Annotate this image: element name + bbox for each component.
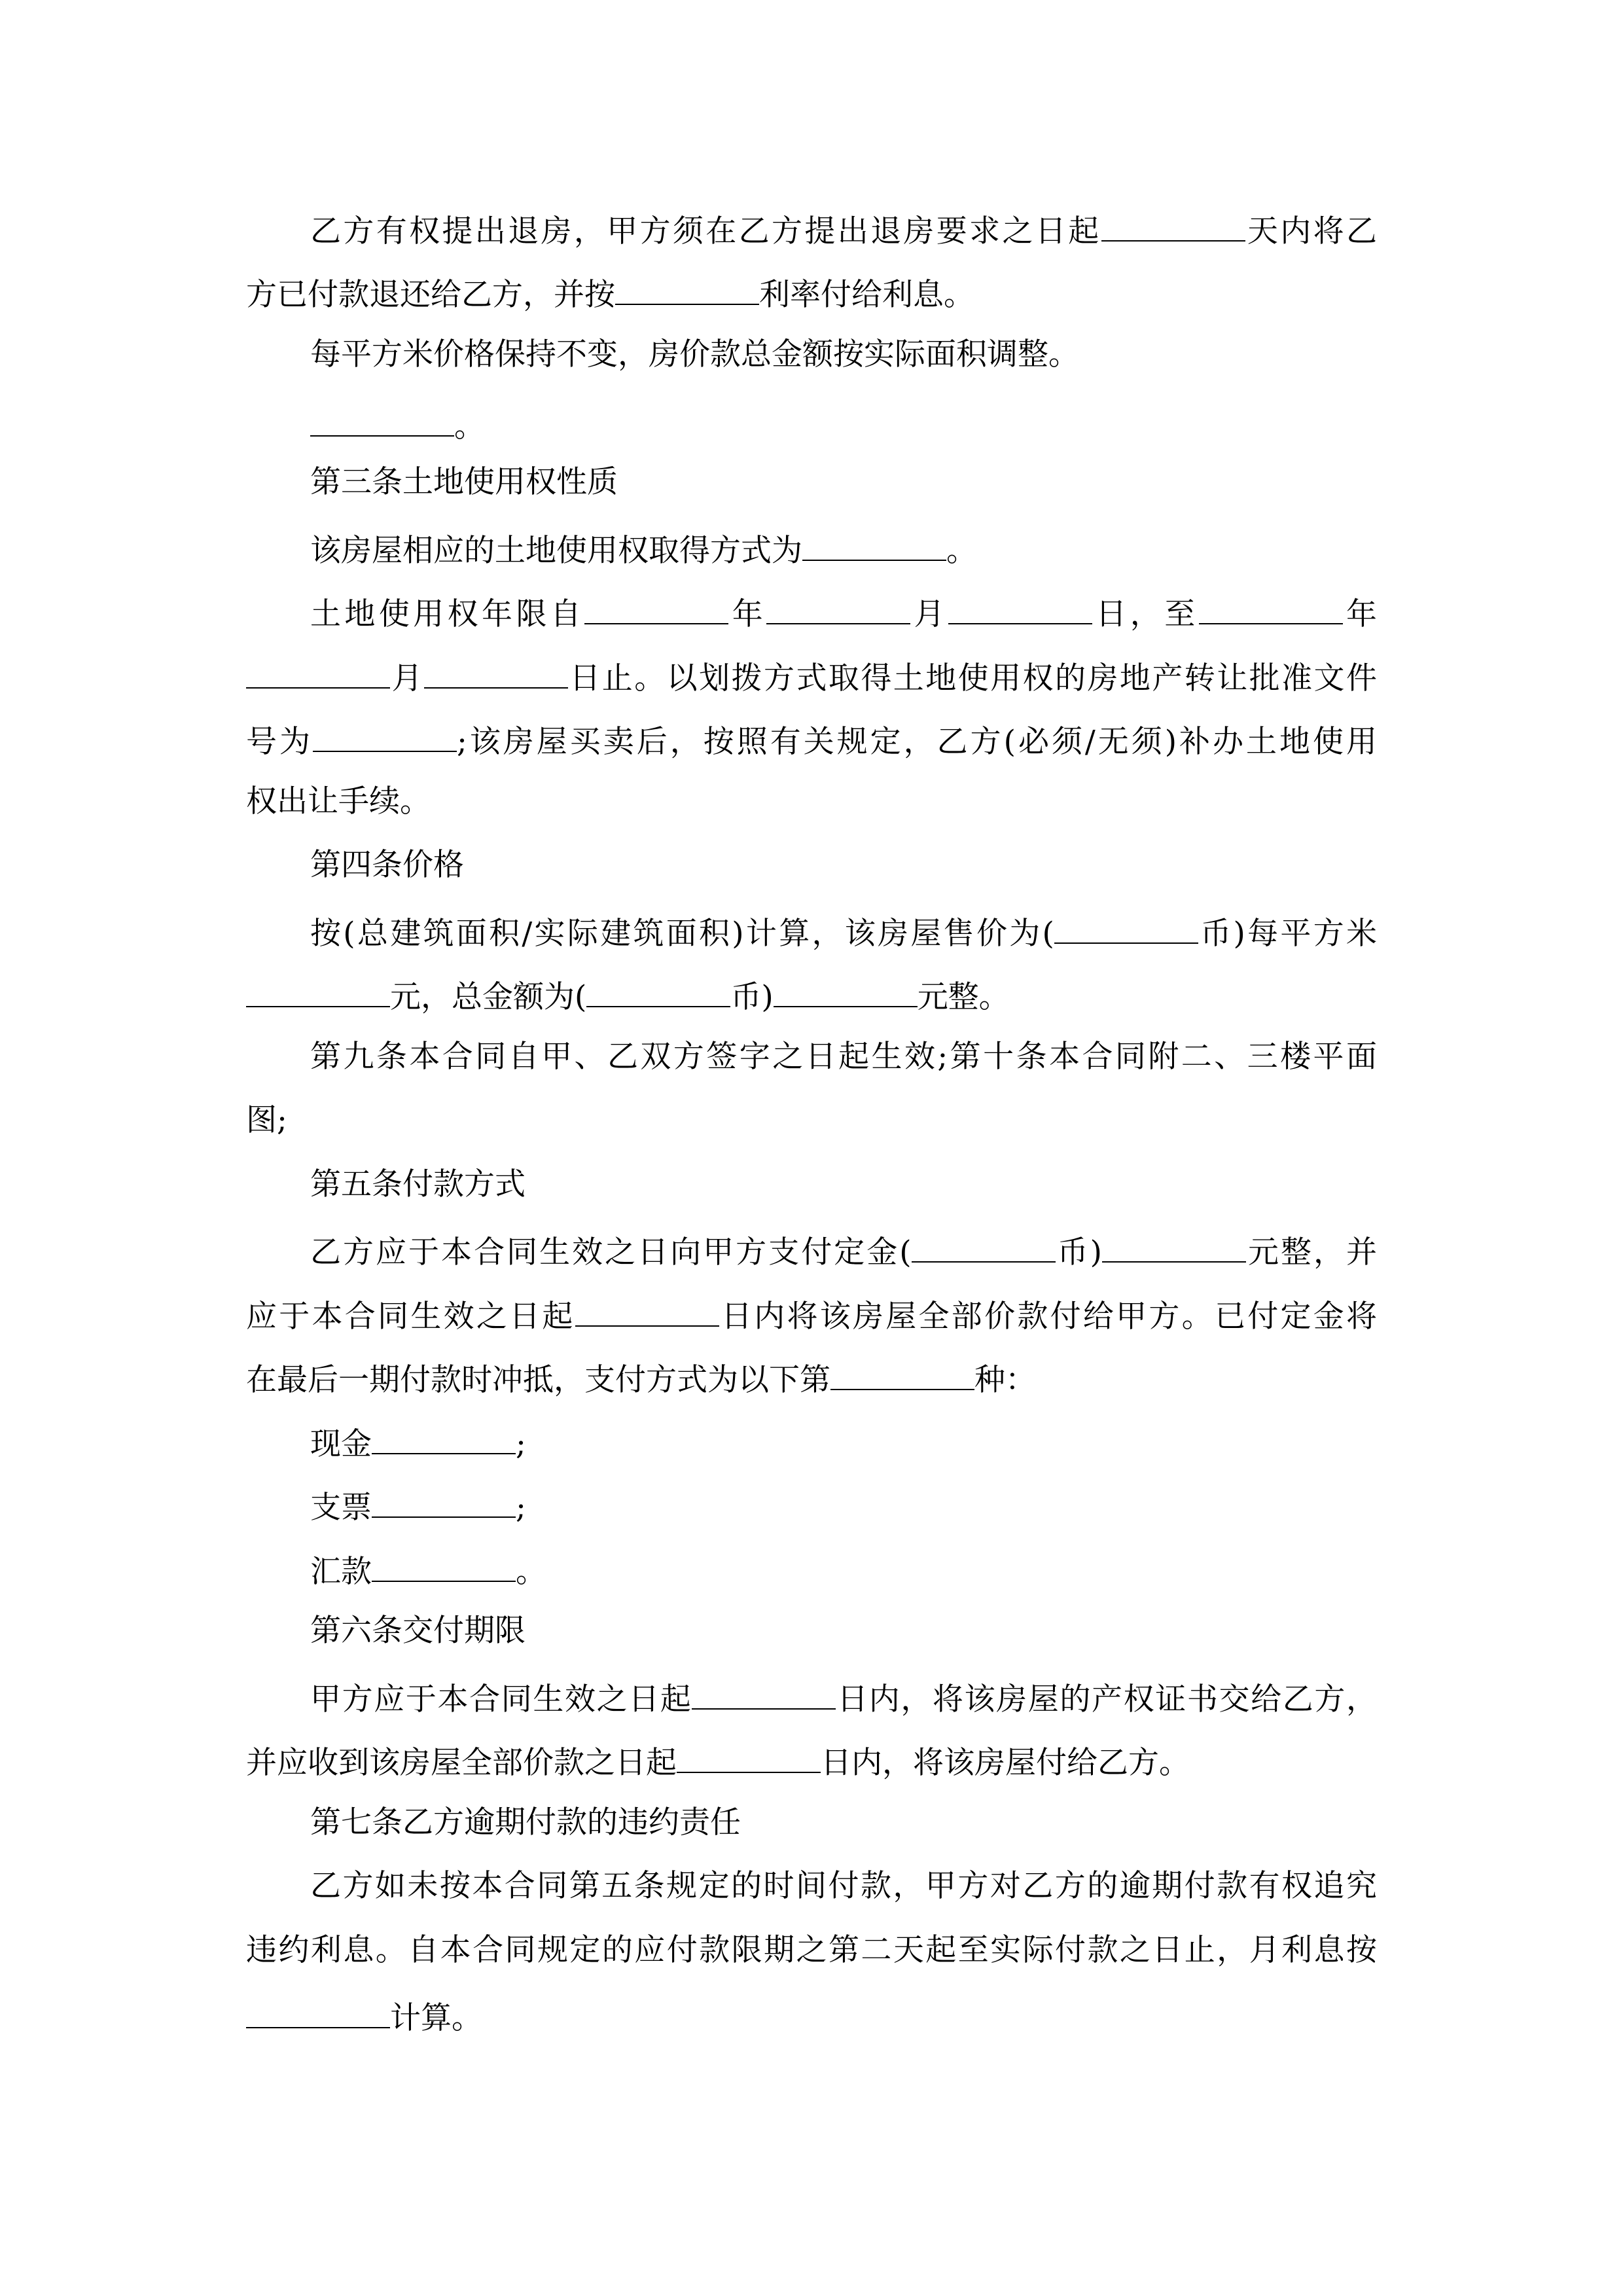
paragraph-line (246, 782, 431, 821)
paragraph-line (246, 718, 1377, 762)
paragraph-line (246, 973, 1010, 1017)
text-segment: 该房屋相应的土地使用权取得方式为 (310, 533, 802, 569)
text-segment: 天内将乙 (1245, 213, 1378, 249)
paragraph-line (246, 1994, 482, 2038)
text-segment: 乙方应于本合同生效之日向甲方支付定金( (310, 1234, 912, 1270)
paragraph-line (310, 910, 1377, 954)
text-segment: 年 (728, 596, 767, 632)
fill-in-blank (424, 655, 568, 689)
paragraph-line (310, 1676, 1377, 1719)
text-segment: 日内，将该房屋的产权证书交给乙方， (836, 1681, 1378, 1717)
section-heading (310, 846, 464, 885)
section-heading (310, 463, 618, 502)
fill-in-blank (830, 1356, 974, 1390)
paragraph-line (310, 1037, 1377, 1077)
fill-in-blank (372, 1420, 516, 1454)
fill-in-blank (766, 590, 910, 624)
text-segment: 币) (730, 979, 774, 1015)
paragraph-line (310, 1867, 1377, 1906)
fill-in-blank (246, 655, 390, 689)
section-heading (310, 1611, 526, 1651)
text-segment: 按(总建筑面积/实际建筑面积)计算，该房屋售价为( (310, 916, 1054, 952)
text-segment: ; (516, 1490, 526, 1526)
text-segment: 种： (974, 1362, 1036, 1398)
fill-in-blank (677, 1739, 821, 1773)
fill-in-blank (372, 1484, 516, 1518)
fill-in-blank (1199, 590, 1343, 624)
text-segment: 土地使用权年限自 (310, 596, 585, 632)
text-segment: 月 (910, 596, 948, 632)
section-heading (310, 1165, 526, 1204)
text-segment: 月 (390, 660, 424, 696)
text-segment: 第九条本合同自甲、乙双方签字之日起生效;第十条本合同附二、三楼平面 (310, 1039, 1377, 1075)
paragraph-line (310, 590, 1377, 634)
text-segment: 乙方如未按本合同第五条规定的时间付款，甲方对乙方的逾期付款有权追究 (310, 1868, 1377, 1904)
payment-option (310, 1548, 546, 1592)
payment-option (310, 1484, 526, 1528)
paragraph-line (246, 1101, 287, 1140)
text-segment: 方已付款退还给乙方，并按 (246, 277, 615, 313)
section-title: 第七条乙方逾期付款的违约责任 (310, 1804, 741, 1840)
text-segment: 甲方应于本合同生效之日起 (310, 1681, 692, 1717)
payment-option (310, 1420, 526, 1464)
text-segment: 币) (1055, 1234, 1102, 1270)
text-segment: 年 (1342, 596, 1378, 632)
text-segment: 币)每平方米 (1198, 916, 1378, 952)
fill-in-blank (586, 973, 730, 1007)
text-segment: ;该房屋买卖后，按照有关规定，乙方(必须/无须)补办土地使用 (456, 724, 1378, 760)
fill-in-blank (246, 1994, 390, 2028)
text-segment: 并应收到该房屋全部价款之日起 (246, 1745, 677, 1781)
section-heading (310, 1803, 741, 1842)
paragraph-line (246, 1739, 1190, 1783)
section-title: 第四条价格 (310, 847, 464, 883)
text-segment: 元，总金额为( (390, 979, 587, 1015)
fill-in-blank (774, 973, 918, 1007)
paragraph-line (246, 1356, 1036, 1400)
text-segment: 日止。以划拨方式取得土地使用权的房地产转让批准文件 (567, 660, 1378, 696)
paragraph-line (246, 655, 1377, 698)
paragraph-line (246, 1931, 1377, 1970)
text-segment: 乙方有权提出退房，甲方须在乙方提出退房要求之日起 (310, 213, 1101, 249)
text-segment: ; (516, 1426, 526, 1462)
paragraph-line (246, 271, 974, 315)
text-segment: 。 (946, 533, 977, 569)
text-segment: 元整。 (917, 979, 1010, 1015)
fill-in-blank (802, 527, 946, 561)
text-segment: 每平方米价格保持不变，房价款总金额按实际面积调整。 (310, 336, 1079, 372)
text-segment: 违约利息。自本合同规定的应付款限期之第二天起至实际付款之日止，月利息按 (246, 1932, 1377, 1968)
fill-in-blank (912, 1229, 1056, 1263)
paragraph-line (310, 1229, 1377, 1272)
text-segment: 利率付给利息。 (759, 277, 974, 313)
fill-in-blank (692, 1676, 836, 1710)
text-segment: 在最后一期付款时冲抵，支付方式为以下第 (246, 1362, 830, 1398)
fill-in-blank (1054, 910, 1198, 944)
paragraph-line (310, 403, 485, 446)
section-title: 第六条交付期限 (310, 1613, 526, 1649)
section-title: 第三条土地使用权性质 (310, 464, 618, 500)
paragraph-line (246, 1293, 1377, 1336)
fill-in-blank (1102, 1229, 1246, 1263)
text-segment: 权出让手续。 (246, 783, 431, 819)
fill-in-blank (948, 590, 1092, 624)
fill-in-blank (246, 973, 390, 1007)
fill-in-blank (372, 1548, 516, 1582)
fill-in-blank (310, 403, 454, 437)
text-segment: 图; (246, 1102, 287, 1138)
paragraph-line (310, 527, 977, 571)
fill-in-blank (615, 271, 759, 305)
text-segment: 汇款 (310, 1554, 372, 1590)
paragraph-line (310, 207, 1377, 251)
text-segment: 日内将该房屋全部价款付给甲方。已付定金将 (719, 1299, 1378, 1335)
text-segment: 应于本合同生效之日起 (246, 1299, 575, 1335)
text-segment: 。 (454, 408, 485, 444)
fill-in-blank (1101, 207, 1245, 242)
text-segment: 计算。 (390, 2000, 482, 2036)
paragraph-line (310, 335, 1079, 374)
text-segment: 号为 (246, 724, 313, 760)
fill-in-blank (584, 590, 728, 624)
text-segment: 支票 (310, 1490, 372, 1526)
text-segment: 现金 (310, 1426, 372, 1462)
section-title: 第五条付款方式 (310, 1166, 526, 1202)
fill-in-blank (575, 1293, 719, 1327)
text-segment: 日内，将该房屋付给乙方。 (821, 1745, 1190, 1781)
fill-in-blank (313, 718, 457, 752)
text-segment: 日，至 (1092, 596, 1199, 632)
text-segment: 。 (516, 1554, 546, 1590)
text-segment: 元整，并 (1245, 1234, 1378, 1270)
